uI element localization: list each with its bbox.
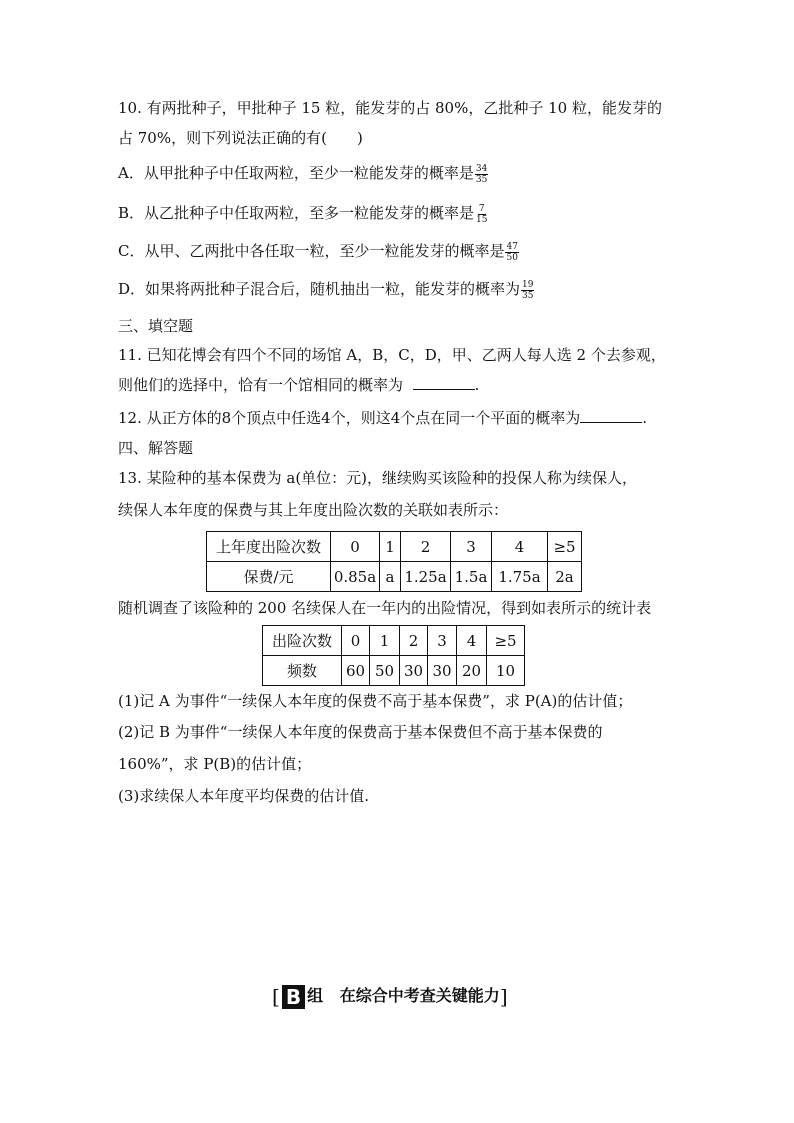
premium-table xyxy=(206,531,582,592)
q13-line1: 13. 某险种的基本保费为 a(单位：元)，继续购买该险种的投保人称为续保人， xyxy=(118,469,638,487)
table-cell: 4 xyxy=(457,626,487,656)
table-cell: 1.75a xyxy=(492,562,548,592)
bracket-close: ] xyxy=(499,984,508,1009)
table-cell: 1.5a xyxy=(451,562,492,592)
table-cell: 频数 xyxy=(263,656,342,686)
group-letter-badge: B xyxy=(282,985,305,1009)
table-cell: 50 xyxy=(370,656,400,686)
table-cell: 出险次数 xyxy=(263,626,342,656)
table-cell: 30 xyxy=(428,656,457,686)
fraction: $\frac{47}{50}$ xyxy=(506,241,518,263)
table-cell: 0.85a xyxy=(331,562,380,592)
table-row xyxy=(207,562,582,592)
section-heading-solve: 四、解答题 xyxy=(118,439,194,457)
table-cell: 0 xyxy=(342,626,370,656)
group-label: 组 xyxy=(307,986,324,1005)
fraction: $\frac{7}{15}$ xyxy=(476,203,488,225)
option-text: D．如果将两批种子混合后，随机抽出一粒，能发芽的概率为 xyxy=(118,280,521,298)
answer-blank[interactable] xyxy=(413,375,475,390)
section-b-banner xyxy=(272,983,508,1010)
frequency-table xyxy=(262,625,525,686)
q13-part2-line1: (2)记 B 为事件“一续保人本年度的保费高于基本保费但不高于基本保费的 xyxy=(118,723,603,741)
q10-stem-line2: 占 70%，则下列说法正确的有( ) xyxy=(118,129,363,147)
q13-part3: (3)求续保人本年度平均保费的估计值. xyxy=(118,787,370,805)
table-cell: 2a xyxy=(548,562,582,592)
table-cell: 3 xyxy=(451,532,492,562)
table-cell: 60 xyxy=(342,656,370,686)
table-cell: 3 xyxy=(428,626,457,656)
table-cell: a xyxy=(380,562,401,592)
table-cell: 0 xyxy=(331,532,380,562)
q11-line1: 11. 已知花博会有四个不同的场馆 A，B，C，D，甲、乙两人每人选 2 个去参观， xyxy=(118,346,666,364)
table-cell: 1 xyxy=(370,626,400,656)
q13-line2: 续保人本年度的保费与其上年度出险次数的关联如表所示： xyxy=(118,501,509,519)
fraction: $\frac{19}{35}$ xyxy=(522,279,534,301)
table-row xyxy=(207,532,582,562)
q10-stem-line1: 10. 有两批种子，甲批种子 15 粒，能发芽的占 80%，乙批种子 10 粒，能发芽的 xyxy=(118,99,662,117)
table-cell: 30 xyxy=(400,656,428,686)
q10-option-b xyxy=(118,201,678,225)
q10-option-a xyxy=(118,161,678,185)
table-cell: 保费/元 xyxy=(207,562,331,592)
q10-option-c xyxy=(118,239,678,263)
option-text: C．从甲、乙两批中各任取一粒，至少一粒能发芽的概率是 xyxy=(118,242,505,260)
table-cell: ≥5 xyxy=(548,532,582,562)
answer-blank[interactable] xyxy=(580,408,642,423)
table-cell: 2 xyxy=(400,626,428,656)
table-row xyxy=(263,626,525,656)
table-cell: 1.25a xyxy=(401,562,451,592)
q13-line3: 随机调查了该险种的 200 名续保人在一年内的出险情况，得到如表所示的统计表 xyxy=(118,599,652,617)
table-cell: 1 xyxy=(380,532,401,562)
table-cell: 20 xyxy=(457,656,487,686)
q13-part1: (1)记 A 为事件“一续保人本年度的保费不高于基本保费”，求 P(A)的估计值； xyxy=(118,692,633,710)
banner-title: 在综合中考查关键能力 xyxy=(339,986,500,1005)
q13-part2-line2: 160%”，求 P(B)的估计值； xyxy=(118,755,312,773)
option-text: B．从乙批种子中任取两粒，至多一粒能发芽的概率是 xyxy=(118,204,475,222)
option-text: A．从甲批种子中任取两粒，至少一粒能发芽的概率是 xyxy=(118,164,474,182)
table-cell: 上年度出险次数 xyxy=(207,532,331,562)
table-cell: 10 xyxy=(487,656,525,686)
fraction: $\frac{34}{35}$ xyxy=(475,163,488,185)
table-cell: 2 xyxy=(401,532,451,562)
bracket-open: [ xyxy=(272,984,280,1009)
q11-line2: 则他们的选择中，恰有一个馆相同的概率为 . xyxy=(118,376,480,394)
q12: 12. 从正方体的8个顶点中任选4个，则这4个点在同一个平面的概率为 . xyxy=(118,409,648,427)
table-cell: 4 xyxy=(492,532,548,562)
table-cell: ≥5 xyxy=(487,626,525,656)
table-row xyxy=(263,656,525,686)
section-heading-fill-in: 三、填空题 xyxy=(118,317,194,335)
q10-option-d xyxy=(118,277,678,301)
